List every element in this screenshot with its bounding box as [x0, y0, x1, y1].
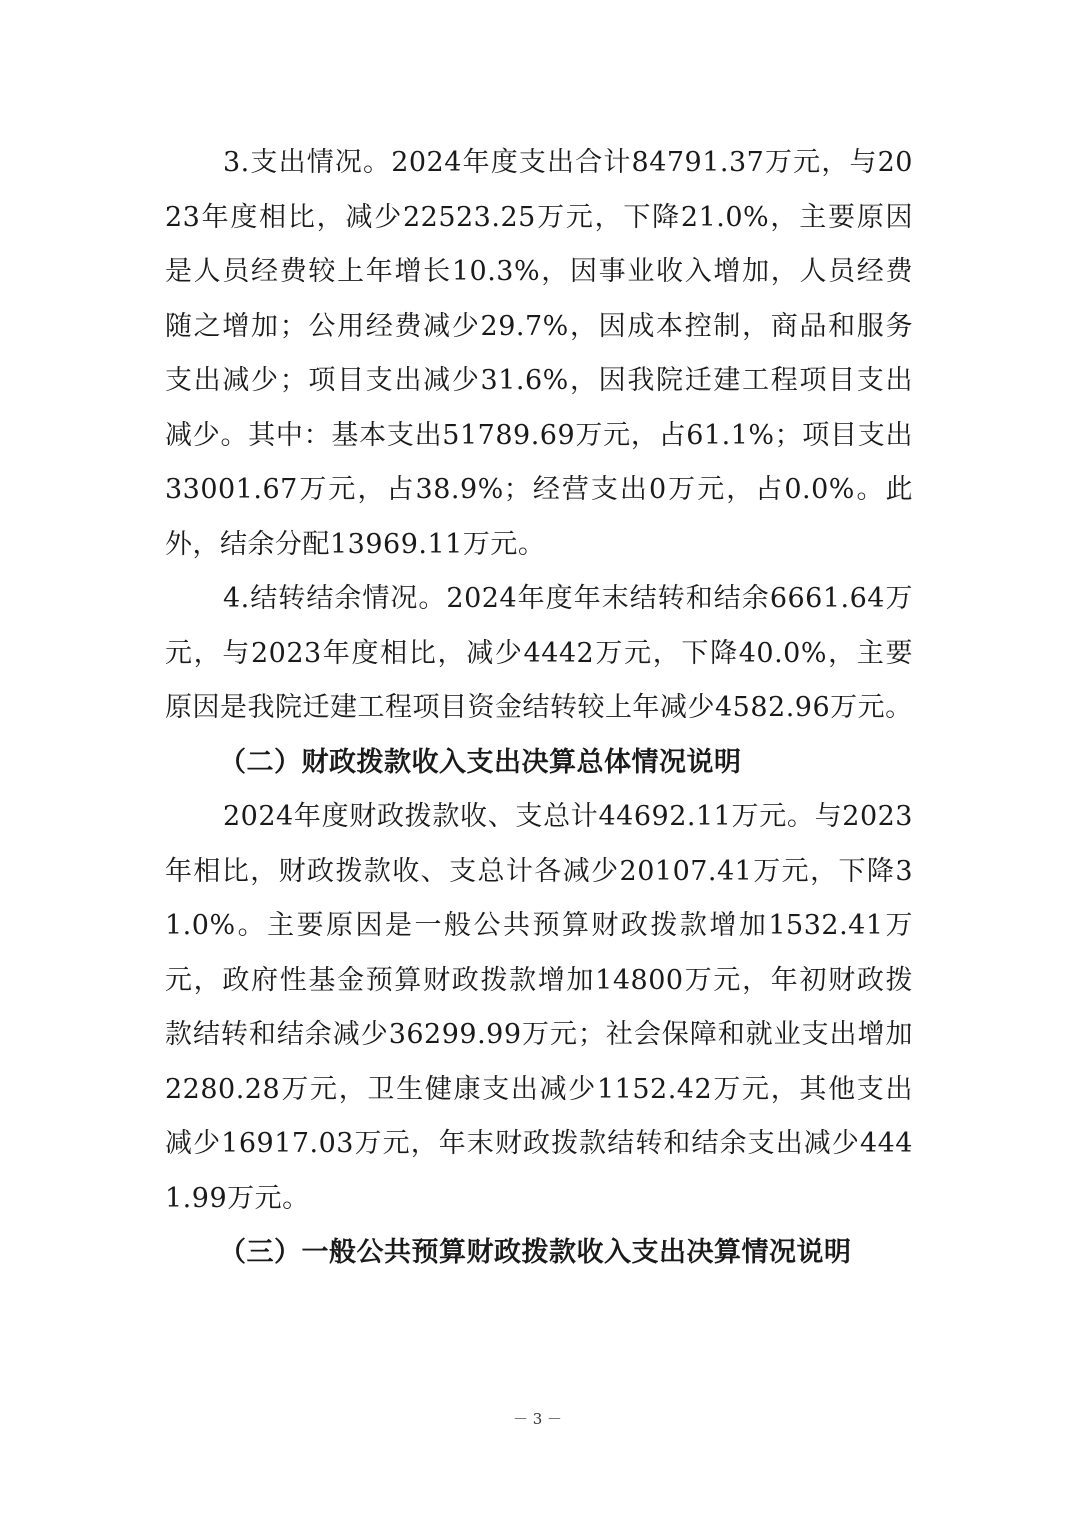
paragraph-expenditure: 3.支出情况。2024年度支出合计84791.37万元，与2023年度相比，减少22523.25万元，下降21.0%，主要原因是人员经费较上年增长10.3%，因事业收入增加，人员经费随之增加；公用经费减少29.7%，因成本控制，商品和服务支出减少；项目支出减少31.6%，因我院迁建工程项目支出减少。其中：基本支出51789.69万元，占61.1%；项目支出33001.67万元，占38.9%；经营支出0万元，占0.0%。此外，结余分配13969.11万元。 — [165, 147, 913, 560]
paragraph-fiscal-appropriation: 2024年度财政拨款收、支总计44692.11万元。与2023年相比，财政拨款收、支总计各减少20107.41万元，下降31.0%。主要原因是一般公共预算财政拨款增加1532.41万元，政府性基金预算财政拨款增加14800万元，年初财政拨款结转和结余减少36299.99万元；社会保障和就业支出增加2280.28万元，卫生健康支出减少1152.42万元，其他支出减少16917.03万元，年末财政拨款结转和结余支出减少4441.99万元。 — [165, 801, 913, 1214]
paragraph-carryover-surplus: 4.结转结余情况。2024年度年末结转和结余6661.64万元，与2023年度相比，减少4442万元，下降40.0%，主要原因是我院迁建工程项目资金结转较上年减少4582.96万元。 — [165, 583, 913, 723]
section-heading-fiscal-appropriation: （二）财政拨款收入支出决算总体情况说明 — [219, 746, 742, 778]
section-heading-general-public-budget: （三）一般公共预算财政拨款收入支出决算情况说明 — [219, 1237, 852, 1268]
page-number: － 3 － — [512, 1410, 563, 1428]
document-body — [165, 136, 913, 1281]
